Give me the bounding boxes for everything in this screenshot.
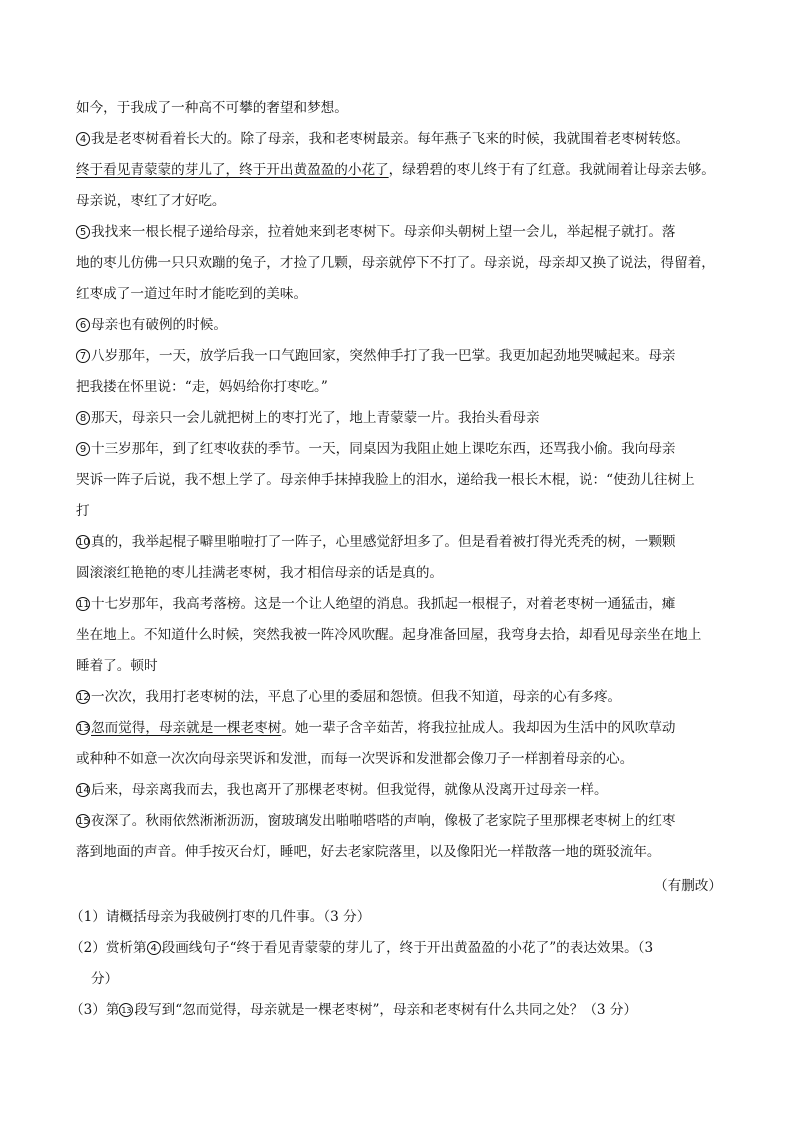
text: 真的，我举起棍子噼里啪啦打了一阵子，心里感觉舒坦多了。但是看着被打得光秃秃的树，一颗颗 (91, 534, 676, 550)
paragraph-number: 4 (76, 132, 90, 146)
paragraph-13 (76, 718, 676, 738)
paragraph-number: 7 (76, 349, 90, 363)
paragraph-number: 10 (77, 537, 90, 548)
underlined-sentence: 终于看见青蒙蒙的芽儿了，终于开出黄盈盈的小花了 (76, 162, 389, 178)
paragraph-number: 8 (76, 411, 90, 425)
paragraph-7 (76, 346, 676, 366)
question-2 (70, 938, 653, 958)
text: 十七岁那年，我高考落榜。这是一个让人绝望的消息。我抓起一根棍子，对着老枣树一通猛击，瘫 (91, 596, 676, 612)
edit-note: （有删改） (654, 878, 722, 894)
paragraph-line (76, 284, 307, 304)
text: 母亲说，枣红了才好吃。 (76, 193, 226, 209)
paragraph-11 (76, 594, 676, 614)
text: 我找来一根长棍子递给母亲，拉着她来到老枣树下。母亲仰头朝树上望一会儿，举起棍子就打。落 (91, 224, 676, 240)
paragraph-number: 9 (76, 442, 90, 456)
text: 。她一辈子含辛茹苦，将我拉扯成人。我却因为生活中的风吹草动 (281, 720, 676, 736)
text: 圆滚滚红艳艳的枣儿挂满老枣树，我才相信母亲的话是真的。 (76, 565, 444, 581)
paragraph-line (76, 160, 715, 180)
text: 我是老枣树看着长大的。除了母亲，我和老枣树最亲。每年燕子飞来的时候，我就围着老枣树转悠。 (91, 131, 690, 147)
paragraph-line (76, 501, 90, 521)
paragraph-line (76, 98, 348, 118)
paragraph-number: 6 (76, 318, 90, 332)
text: 哭诉一阵子后说，我不想上学了。母亲伸手抹掉我脸上的泪水，递给我一根长木棍，说：“使劲儿往树上 (76, 472, 695, 488)
text: 分） (91, 971, 119, 987)
text: 段写到“忽而觉得，母亲就是一棵老枣树”，母亲和老枣树有什么共同之处？（3 分） (134, 1002, 638, 1018)
question-1 (70, 907, 370, 927)
text: 段画线句子“终于看见青蒙蒙的芽儿了，终于开出黄盈盈的小花了”的表达效果。（3 (161, 940, 654, 956)
paragraph-line (91, 969, 118, 989)
paragraph-line (76, 842, 661, 862)
paragraph-number: 13 (77, 723, 90, 734)
paragraph-15 (76, 811, 676, 831)
paragraph-line (76, 656, 158, 676)
text: 一次次，我用打老枣树的法，平息了心里的委屈和怨愤。但我不知道，母亲的心有多疼。 (91, 689, 622, 705)
paragraph-5 (76, 222, 676, 242)
paragraph-12 (76, 687, 621, 707)
text: 把我搂在怀里说：“走，妈妈给你打枣吃。” (76, 379, 328, 395)
text: ，绿碧碧的枣儿终于有了红意。我就闹着让母亲去够。 (388, 162, 715, 178)
paragraph-line (76, 377, 328, 397)
text: 坐在地上。不知道什么时候，突然我被一阵冷风吹醒。起身准备回屋，我弯身去拾，却看见母亲坐在地上 (76, 627, 702, 643)
paragraph-line (76, 191, 226, 211)
text: 地的枣儿仿佛一只只欢蹦的兔子，才捡了几颗，母亲就停下不打了。母亲说，母亲却又换了说法，得留着， (76, 255, 715, 271)
text: 母亲也有破例的时候。 (91, 317, 227, 333)
paragraph-line (76, 749, 633, 769)
text: 或种种不如意一次次向母亲哭诉和发泄，而每一次哭诉和发泄都会像刀子一样割着母亲的心。 (76, 751, 634, 767)
text: （1）请概括母亲为我破例打枣的几件事。（3 分） (70, 909, 371, 925)
text: （3）第 (70, 1002, 120, 1018)
paragraph-number: 14 (77, 785, 90, 796)
paragraph-line (76, 563, 443, 583)
paragraph-10 (76, 532, 676, 552)
paragraph-number: 12 (77, 692, 90, 703)
underlined-sentence: 忽而觉得，母亲就是一棵老枣树 (91, 720, 282, 736)
paragraph-number: 13 (119, 1003, 133, 1017)
text: 如今，于我成了一种高不可攀的奢望和梦想。 (76, 100, 348, 116)
paragraph-8 (76, 408, 540, 428)
paragraph-9 (76, 439, 676, 459)
paragraph-number: 5 (76, 225, 90, 239)
paragraph-6 (76, 315, 227, 335)
paragraph-line (76, 470, 695, 490)
text: 后来，母亲离我而去，我也离开了那棵老枣树。但我觉得，就像从没离开过母亲一样。 (91, 782, 608, 798)
text: 夜深了。秋雨依然淅淅沥沥，窗玻璃发出啪啪嗒嗒的声响，像极了老家院子里那棵老枣树上的红枣 (91, 813, 676, 829)
paragraph-line (76, 253, 715, 273)
paragraph-14 (76, 780, 608, 800)
text: 那天，母亲只一会儿就把树上的枣打光了，地上青蒙蒙一片。我抬头看母亲 (91, 410, 540, 426)
text: 红枣成了一道过年时才能吃到的美味。 (76, 286, 308, 302)
text: 十三岁那年，到了红枣收获的季节。一天，同桌因为我阻止她上课吃东西，还骂我小偷。我向母亲 (91, 441, 676, 457)
paragraph-number: 15 (77, 816, 90, 827)
text: 八岁那年，一天，放学后我一口气跑回家，突然伸手打了我一巴掌。我更加起劲地哭喊起来。母亲 (91, 348, 676, 364)
text: 落到地面的声音。伸手按灭台灯，睡吧，好去老家院落里，以及像阳光一样散落一地的斑驳流年。 (76, 844, 661, 860)
paragraph-4 (76, 129, 689, 149)
text: 打 (76, 503, 90, 519)
question-3 (70, 1000, 637, 1020)
text: （2）赏析第 (70, 940, 147, 956)
text: 睡着了。顿时 (76, 658, 158, 674)
paragraph-number: 4 (147, 941, 161, 955)
paragraph-number: 11 (77, 599, 90, 610)
paragraph-line (76, 625, 701, 645)
